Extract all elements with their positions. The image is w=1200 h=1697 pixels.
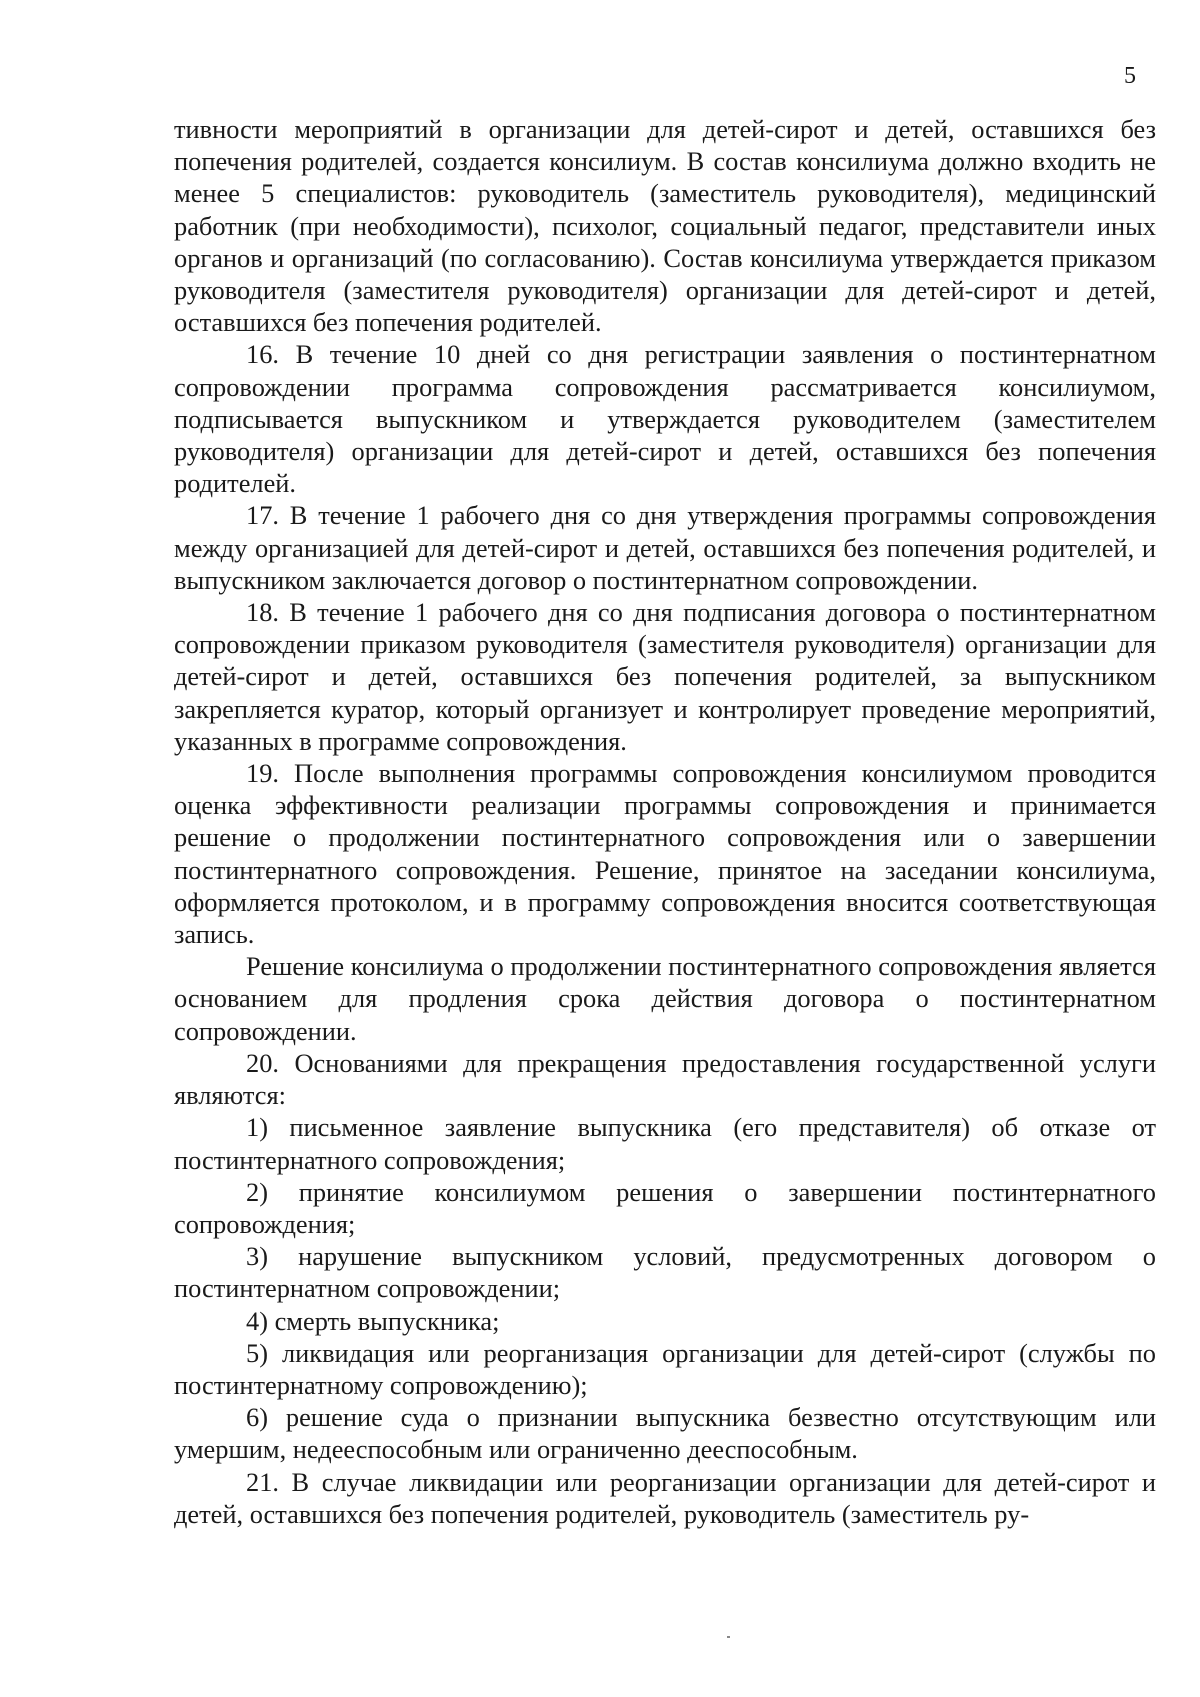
document-body — [174, 113, 1156, 1530]
list-item: 2) принятие консилиумом решения о завершении постинтернатного сопровождения; — [174, 1176, 1156, 1239]
paragraph: тивности мероприятий в организации для детей-сирот и детей, оставшихся без попечения родителей, создается консилиум. В состав консилиума должно входить не менее 5 специалистов: руководитель (заместитель руководителя), медицинский работник (при необходимости), психолог, социальный педагог, представители иных органов и организаций (по согласованию). Состав консилиума утверждается приказом руководителя (заместителя руководителя) организации для детей-сирот и детей, оставшихся без попечения родителей. — [174, 114, 1156, 338]
paragraph: 17. В течение 1 рабочего дня со дня утверждения программы сопровождения между организацией для детей-сирот и детей, оставшихся без попечения родителей, и выпускником заключается договор о постинтернатном сопровождении. — [174, 500, 1156, 595]
list-item: 5) ликвидация или реорганизация организации для детей-сирот (службы по постинтернатному сопровождению); — [174, 1337, 1156, 1400]
paragraph: 16. В течение 10 дней со дня регистрации заявления о постинтернатном сопровождении программа сопровождения рассматривается консилиумом, подписывается выпускником и утверждается руководителем (заместителем руководителя) организации для детей-сирот и детей, оставшихся без попечения родителей. — [174, 339, 1156, 499]
page-number: 5 — [1124, 63, 1136, 89]
paragraph: 21. В случае ликвидации или реорганизации организации для детей-сирот и детей, оставшихся без попечения родителей, руководитель (заместитель ру- — [174, 1466, 1156, 1529]
list-item: 6) решение суда о признании выпускника безвестно отсутствующим или умершим, недееспособным или ограниченно дееспособным. — [174, 1402, 1156, 1465]
paragraph: Решение консилиума о продолжении постинтернатного сопровождения является основанием для продления срока действия договора о постинтернатном сопровождении. — [174, 951, 1156, 1046]
list-item: 3) нарушение выпускником условий, предусмотренных договором о постинтернатном сопровождении; — [174, 1241, 1156, 1304]
paragraph: 19. После выполнения программы сопровождения консилиумом проводится оценка эффективности реализации программы сопровождения и принимается решение о продолжении постинтернатного сопровождения или о завершении постинтернатного сопровождения. Решение, принятое на заседании консилиума, оформляется протоколом, и в программу сопровождения вносится соответствующая запись. — [174, 758, 1156, 950]
paragraph: 18. В течение 1 рабочего дня со дня подписания договора о постинтернатном сопровождении приказом руководителя (заместителя руководителя) организации для детей-сирот и детей, оставшихся без попечения родителей, за выпускником закрепляется куратор, который организует и контролирует проведение мероприятий, указанных в программе сопровождения. — [174, 597, 1156, 756]
list-item: 4) смерть выпускника; — [246, 1305, 500, 1336]
list-item: 1) письменное заявление выпускника (его представителя) об отказе от постинтернатного сопровождения; — [174, 1112, 1156, 1175]
paragraph: 20. Основаниями для прекращения предоставления государственной услуги являются: — [174, 1047, 1156, 1111]
scan-speck — [727, 1636, 730, 1638]
